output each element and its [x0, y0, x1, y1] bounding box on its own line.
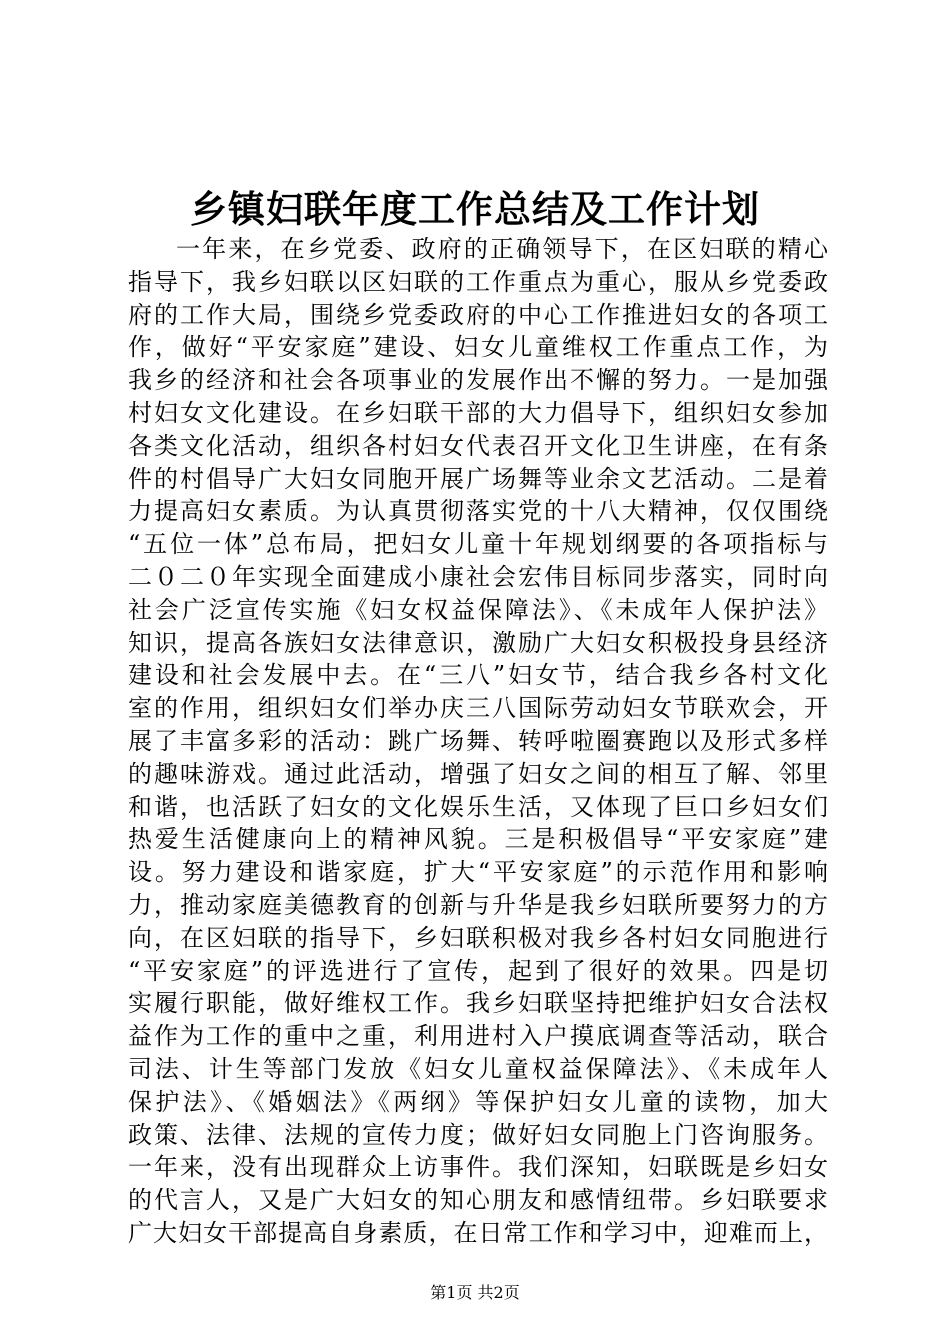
text-line: “五位一体”总布局，把妇女儿童十年规划纲要的各项指标与 [128, 530, 828, 559]
text-line: 建设和社会发展中去。在“三八”妇女节，结合我乡各村文化 [128, 661, 828, 690]
page-title: 乡镇妇联年度工作总结及工作计划 [190, 187, 760, 231]
text-line: 社会广泛宣传实施《妇女权益保障法》、《未成年人保护法》 [128, 595, 828, 624]
text-line: 实履行职能，做好维权工作。我乡妇联坚持把维护妇女合法权 [128, 989, 828, 1018]
text-line: 各类文化活动，组织各村妇女代表召开文化卫生讲座，在有条 [128, 431, 828, 460]
text-line: 件的村倡导广大妇女同胞开展广场舞等业余文艺活动。二是着 [128, 464, 828, 493]
text-line: 村妇女文化建设。在乡妇联干部的大力倡导下，组织妇女参加 [128, 398, 828, 427]
text-line: 的代言人，又是广大妇女的知心朋友和感情纽带。乡妇联要求 [128, 1186, 828, 1215]
text-line: 广大妇女干部提高自身素质，在日常工作和学习中，迎难而上， [128, 1218, 828, 1247]
text-line: 向，在区妇联的指导下，乡妇联积极对我乡各村妇女同胞进行 [128, 923, 828, 952]
text-line: 力，推动家庭美德教育的创新与升华是我乡妇联所要努力的方 [128, 890, 828, 919]
text-line: 益作为工作的重中之重，利用进村入户摸底调查等活动，联合 [128, 1022, 828, 1051]
text-line: 知识，提高各族妇女法律意识，激励广大妇女积极投身县经济 [128, 628, 828, 657]
text-line: 和谐，也活跃了妇女的文化娱乐生活，又体现了巨口乡妇女们 [128, 792, 828, 821]
text-line: 作，做好“平安家庭”建设、妇女儿童维权工作重点工作，为 [128, 333, 828, 362]
text-line: 保护法》、《婚姻法》《两纲》等保护妇女儿童的读物，加大 [128, 1087, 828, 1116]
text-line: 热爱生活健康向上的精神风貌。三是积极倡导“平安家庭”建 [128, 825, 828, 854]
body-paragraph [128, 233, 828, 1250]
text-line: 二０二０年实现全面建成小康社会宏伟目标同步落实，同时向 [128, 562, 828, 591]
text-line: 室的作用，组织妇女们举办庆三八国际劳动妇女节联欢会，开 [128, 694, 828, 723]
page-footer: 第1页 共2页 [430, 1283, 520, 1302]
text-line: 一年来，在乡党委、政府的正确领导下，在区妇联的精心 [176, 235, 828, 263]
text-line: 力提高妇女素质。为认真贯彻落实党的十八大精神，仅仅围绕 [128, 497, 828, 526]
text-line: 的趣味游戏。通过此活动，增强了妇女之间的相互了解、邻里 [128, 759, 828, 788]
text-line: 我乡的经济和社会各项事业的发展作出不懈的努力。一是加强 [128, 366, 828, 395]
text-line: 府的工作大局，围绕乡党委政府的中心工作推进妇女的各项工 [128, 300, 828, 329]
text-line: 政策、法律、法规的宣传力度；做好妇女同胞上门咨询服务。 [128, 1120, 828, 1149]
text-line: 展了丰富多彩的活动：跳广场舞、转呼啦圈赛跑以及形式多样 [128, 726, 828, 755]
text-line: 一年来，没有出现群众上访事件。我们深知，妇联既是乡妇女 [128, 1153, 828, 1182]
text-line: “平安家庭”的评选进行了宣传，起到了很好的效果。四是切 [128, 956, 828, 985]
text-line: 设。努力建设和谐家庭，扩大“平安家庭”的示范作用和影响 [128, 858, 828, 887]
text-line: 指导下，我乡妇联以区妇联的工作重点为重心，服从乡党委政 [128, 267, 828, 296]
text-line: 司法、计生等部门发放《妇女儿童权益保障法》、《未成年人 [128, 1054, 828, 1083]
